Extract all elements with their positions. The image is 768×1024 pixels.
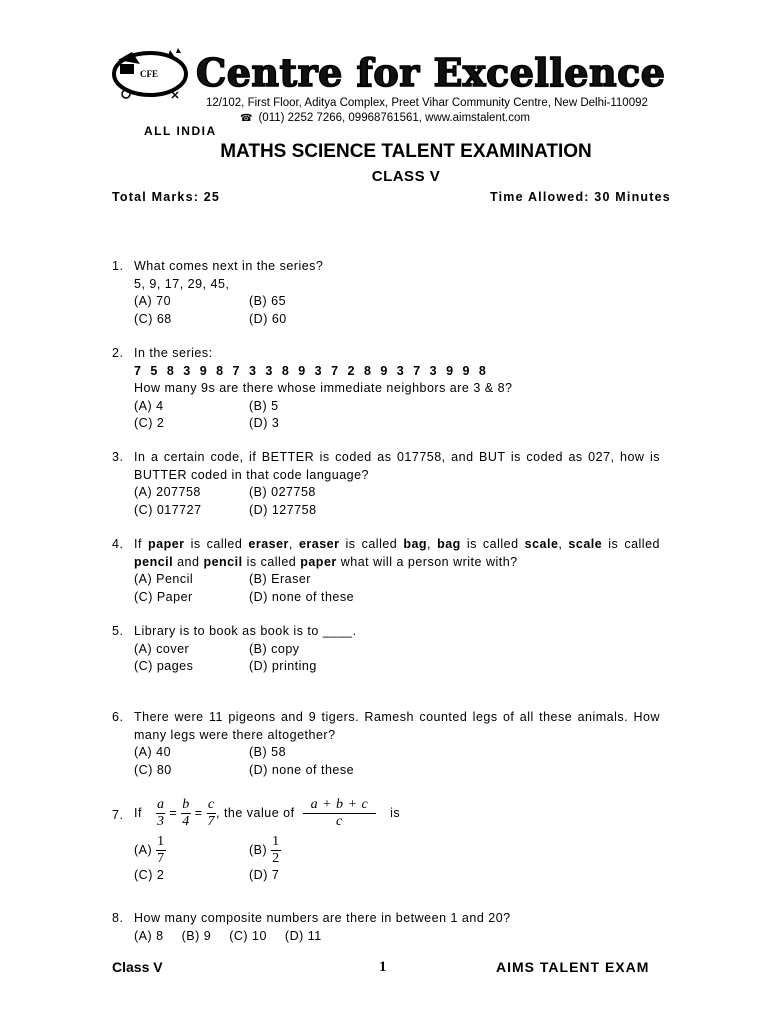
address: 12/102, First Floor, Aditya Complex, Preet Vihar Community Centre, New Delhi-110092 (206, 97, 648, 109)
option-a: (A) 40 (134, 745, 172, 759)
keyword: bag (437, 537, 461, 551)
options (134, 744, 660, 779)
denominator: 2 (272, 851, 280, 866)
question-text: How many composite numbers are there in between 1 and 20? (134, 911, 511, 925)
question-number: 8. (112, 911, 124, 925)
question-number: 7. (112, 808, 124, 822)
option-label: (A) (134, 842, 153, 857)
equals: = (169, 805, 178, 820)
options (134, 928, 660, 946)
question-number: 6. (112, 710, 124, 724)
option-c: (C) pages (134, 659, 194, 673)
question-text (134, 797, 660, 830)
equals: = (194, 805, 203, 820)
option-c: (C) 2 (134, 416, 165, 430)
option-c: (C) 017727 (134, 502, 202, 517)
word: is (390, 805, 401, 820)
word: is called (608, 537, 660, 551)
numerator: a + b + c (310, 797, 369, 812)
option-d: (D) none of these (249, 762, 355, 777)
keyword: scale (568, 537, 603, 551)
cfe-logo (110, 44, 192, 102)
footer-exam-name: AIMS TALENT EXAM (496, 959, 650, 975)
brand-name: Centre for Excellence (196, 50, 666, 95)
region-label: ALL INDIA (144, 124, 217, 138)
option-c: (C) 68 (134, 311, 172, 326)
footer-class: Class V (112, 959, 163, 975)
options (134, 571, 660, 606)
option-b: (B) 5 (249, 398, 279, 413)
denominator: 7 (157, 851, 165, 866)
question-8 (112, 910, 660, 945)
keyword: bag (403, 537, 428, 551)
options (134, 398, 660, 433)
fraction (181, 797, 191, 830)
option-d: (D) 7 (249, 868, 280, 882)
option-c: (C) 2 (134, 868, 165, 882)
word: what will a person write with? (340, 554, 518, 569)
option-a: (A) 4 (134, 398, 164, 413)
question-number: 3. (112, 450, 124, 464)
numerator: c (207, 797, 215, 812)
keyword: eraser (248, 537, 289, 551)
question-prompt: How many 9s are there whose immediate neighbors are 3 & 8? (134, 381, 513, 395)
class-label: CLASS V (371, 168, 441, 185)
page-number: 1 (379, 959, 387, 975)
series-values: 5, 9, 17, 29, 45, (134, 276, 230, 291)
numerator: 1 (157, 834, 165, 849)
question-5 (112, 623, 660, 676)
number-sequence: 7 5 8 3 9 8 7 3 3 8 9 3 7 2 8 9 3 7 3 9 9 8 (134, 363, 489, 378)
options (134, 834, 660, 885)
option-b (249, 834, 364, 867)
options (134, 641, 660, 676)
question-7 (112, 797, 660, 885)
keyword: eraser (298, 537, 340, 551)
contact-text: (011) 2252 7266, 09968761561, www.aimstalent.com (258, 112, 530, 124)
option-a: (A) 70 (134, 294, 172, 308)
option-b: (B) 58 (249, 745, 287, 759)
option-a: (A) 207758 (134, 485, 201, 499)
question-number: 4. (112, 537, 124, 551)
contact-line (240, 112, 530, 124)
option-b: (B) 9 (181, 928, 212, 943)
question-1 (112, 258, 660, 328)
fraction (271, 834, 281, 867)
denominator: 4 (182, 814, 190, 829)
option-d: (D) 60 (249, 311, 287, 326)
question-text: In a certain code, if BETTER is coded as 017758, and BUT is coded as 027, how is BUTTER coded in that code language? (134, 450, 660, 482)
fraction (156, 834, 166, 867)
logo-text: CFE (140, 69, 158, 79)
option-a: (A) Pencil (134, 572, 194, 586)
option-d: (D) 11 (284, 928, 322, 943)
option-a (134, 834, 249, 867)
option-b: (B) 027758 (249, 485, 316, 499)
options (134, 293, 660, 328)
option-d: (D) none of these (249, 589, 355, 604)
word: and (177, 554, 200, 569)
keyword: pencil (134, 554, 174, 569)
question-text: There were 11 pigeons and 9 tigers. Ramesh counted legs of all these animals. How many legs were there altogether? (134, 710, 660, 742)
total-marks: Total Marks: 25 (112, 190, 221, 204)
option-b: (B) 65 (249, 294, 287, 308)
keyword: scale (524, 537, 559, 551)
denominator: 3 (156, 814, 165, 829)
time-allowed: Time Allowed: 30 Minutes (490, 190, 671, 204)
question-number: 5. (112, 624, 124, 638)
option-d: (D) 127758 (249, 502, 317, 517)
option-c: (C) 80 (134, 762, 172, 777)
question-2 (112, 345, 660, 433)
keyword: paper (148, 537, 185, 551)
word: is called (345, 537, 398, 551)
word: If (134, 805, 142, 820)
option-c: (C) Paper (134, 589, 193, 604)
numerator: 1 (272, 834, 280, 849)
question-6 (112, 709, 660, 779)
word: is called (190, 537, 243, 551)
option-b: (B) copy (249, 641, 300, 656)
fraction (303, 797, 377, 830)
question-text: Library is to book as book is to ____. (134, 624, 357, 638)
phone-icon: ☎ (240, 113, 253, 124)
options (134, 484, 660, 519)
exam-title: MATHS SCIENCE TALENT EXAMINATION (220, 141, 592, 162)
word: , the value of (216, 805, 295, 820)
word: is called (246, 554, 297, 569)
question-4 (112, 536, 660, 606)
question-number: 1. (112, 259, 124, 273)
word: If (134, 537, 142, 551)
option-b: (B) Eraser (249, 572, 311, 586)
option-a: (A) cover (134, 641, 190, 656)
question-text: What comes next in the series? (134, 259, 324, 273)
denominator: 7 (207, 814, 215, 829)
question-text: In the series: (134, 346, 213, 360)
question-text: If paper is called eraser, eraser is called bag, bag is called scale, scale is called pencil and pencil is called paper what will a person write with? (134, 537, 660, 569)
option-c: (C) 10 (229, 928, 267, 943)
keyword: pencil (203, 554, 243, 569)
question-number: 2. (112, 346, 124, 360)
fraction (207, 797, 217, 830)
numerator: b (182, 797, 190, 812)
denominator: c (303, 813, 377, 830)
keyword: paper (300, 554, 337, 569)
option-a: (A) 8 (134, 928, 164, 943)
numerator: a (156, 797, 165, 812)
option-label: (B) (249, 842, 268, 857)
word: is called (466, 537, 519, 551)
option-d: (D) 3 (249, 416, 280, 430)
fraction (156, 797, 166, 830)
option-d: (D) printing (249, 659, 317, 673)
question-3 (112, 449, 660, 519)
